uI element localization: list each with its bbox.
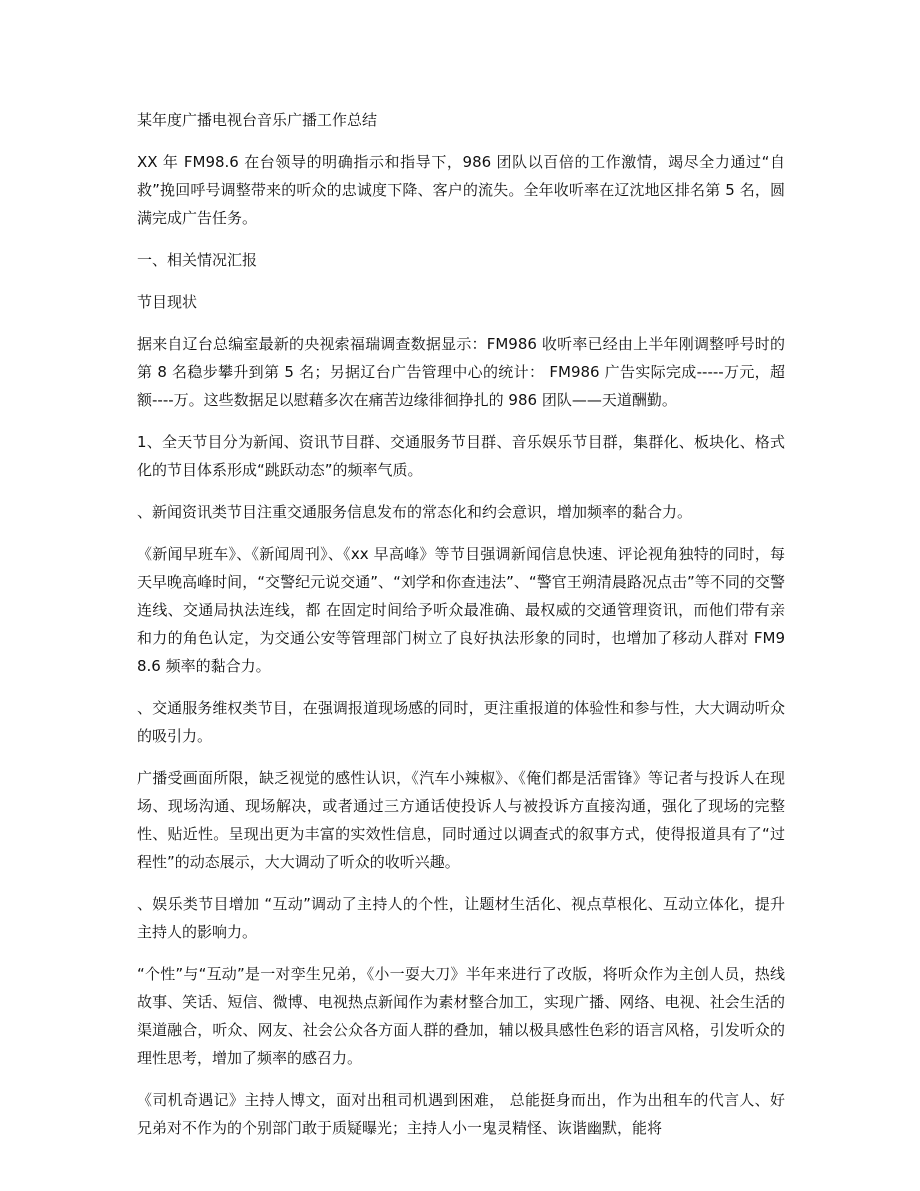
document-body [137,106,785,1156]
traffic-section-paragraph: 、交通服务维权类节目，在强调报道现场感的同时，更注重报道的体验性和参与性，大大调动听众的吸引力。 [137,699,785,745]
section-heading-1: 一、相关情况汇报 [137,251,258,269]
driver-program-paragraph: 《司机奇遇记》主持人博文，面对出租司机遇到困难， 总能挺身而出，作为出租车的代言人、好兄弟对不作为的个别部门敢于质疑曝光；主持人小一鬼灵精怪、诙谐幽默，能将 [137,1091,785,1137]
news-section-paragraph: 、新闻资讯类节目注重交通服务信息发布的常态化和约会意识，增加频率的黏合力。 [137,503,693,521]
entertainment-section-paragraph: 、娱乐类节目增加 “互动”调动了主持人的个性，让题材生活化、视点草根化、互动立体化，提升主持人的影响力。 [137,895,785,941]
intro-paragraph: XX 年 FM98.6 在台领导的明确指示和指导下，986 团队以百倍的工作激情，竭尽全力通过“自救”挽回呼号调整带来的听众的忠诚度下降、客户的流失。全年收听率在辽沈地区排名第 5 名，圆满完成广告任务。 [137,153,785,227]
document-title: 某年度广播电视台音乐广播工作总结 [137,111,378,129]
interaction-paragraph: “个性”与“互动”是一对孪生兄弟，《小一耍大刀》半年来进行了改版，将听众作为主创人员，热线故事、笑话、短信、微博、电视热点新闻作为素材整合加工，实现广播、网络、电视、社会生活的渠道融合，听众、网友、社会公众各方面人群的叠加，辅以极具感性色彩的语言风格，引发听众的理性思考，增加了频率的感召力。 [137,965,785,1067]
program-structure-paragraph: 1、全天节目分为新闻、资讯节目群、交通服务节目群、音乐娱乐节目群，集群化、板块化、格式化的节目体系形成“跳跃动态”的频率气质。 [137,433,785,479]
news-programs-paragraph: 《新闻早班车》、《新闻周刊》、《xx 早高峰》等节目强调新闻信息快速、评论视角独特的同时，每天早晚高峰时间，“交警纪元说交通”、“刘学和你查违法”、“警官王朔清晨路况点击”等不同的交警连线、交通局执法连线，都 在固定时间给予听众最准确、最权威的交通管理资讯，而他们带有亲和力的角色认定，为交通公安等管理部门树立了良好执法形象的同时，也增加了移动人群对 FM98.6 频率的黏合力。 [137,545,785,675]
subsection-heading: 节目现状 [137,293,198,311]
traffic-programs-paragraph: 广播受画面所限，缺乏视觉的感性认识，《汽车小辣椒》、《俺们都是活雷锋》等记者与投诉人在现场、现场沟通、现场解决，或者通过三方通话使投诉人与被投诉方直接沟通，强化了现场的完整性、贴近性。呈现出更为丰富的实效性信息，同时通过以调查式的叙事方式，使得报道具有了“过程性”的动态展示，大大调动了听众的收听兴趣。 [137,769,785,871]
data-paragraph: 据来自辽台总编室最新的央视索福瑞调查数据显示：FM986 收听率已经由上半年刚调整呼号时的第 8 名稳步攀升到第 5 名；另据辽台广告管理中心的统计： FM986 广告实际完成-----万元，超额----万。这些数据足以慰藉多次在痛苦边缘徘徊挣扎的 986 团队——天道酬勤。 [137,335,785,409]
